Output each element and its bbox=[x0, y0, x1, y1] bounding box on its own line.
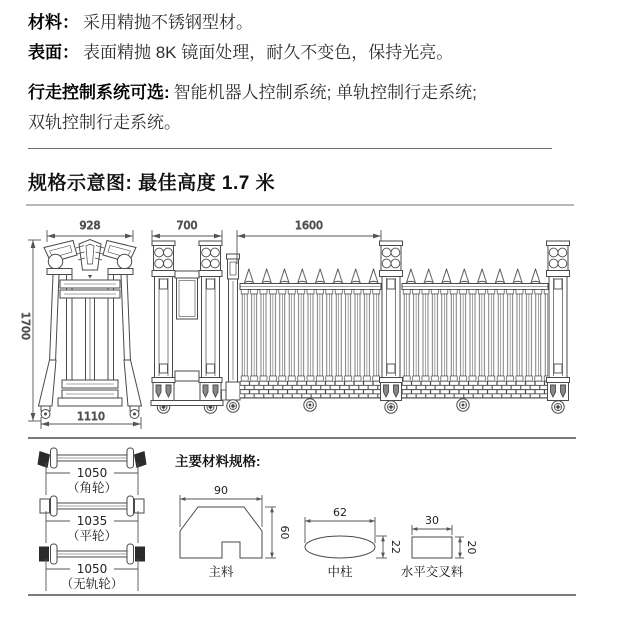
spec-line-surface bbox=[28, 38, 628, 68]
axle-size-label: 1050 bbox=[76, 562, 108, 576]
material-name-label: 主料 bbox=[208, 565, 234, 579]
material-name-label: 中柱 bbox=[327, 565, 353, 579]
fence-panel-left bbox=[240, 269, 381, 412]
intro-specs bbox=[28, 8, 628, 138]
material-width-label: 30 bbox=[425, 514, 439, 527]
section-title: 规格示意图: 最佳高度 1.7 米 bbox=[28, 173, 276, 194]
axle-corner-wheel bbox=[38, 448, 147, 495]
material-height-label: 22 bbox=[389, 540, 402, 554]
material-cross-bar bbox=[401, 514, 478, 579]
axle-size-label: 1050 bbox=[76, 466, 108, 480]
dim-machine-width: 700 bbox=[176, 219, 198, 232]
materials-title: 主要材料规格: bbox=[175, 454, 261, 469]
material-name-label: 水平交叉料 bbox=[400, 565, 464, 579]
material-main-profile bbox=[180, 484, 291, 579]
axle-name-label: （角轮） bbox=[66, 481, 118, 495]
fence-middle-post-1 bbox=[380, 241, 403, 413]
spec-text-surface: 表面精抛 8K 镜面处理，耐久不变色，保持光亮。 bbox=[83, 43, 454, 62]
material-height-label: 60 bbox=[278, 525, 291, 540]
gate-head-side-view bbox=[39, 240, 142, 419]
divider-bottom bbox=[28, 594, 576, 596]
material-height-label: 20 bbox=[465, 540, 478, 555]
spec-label-material: 材料： bbox=[28, 13, 79, 32]
spec-text-material: 采用精抛不锈钢型材。 bbox=[83, 13, 253, 32]
material-width-label: 90 bbox=[214, 484, 228, 497]
spec-text-control-systems: 智能机器人控制系统; 单轨控制行走系统; 双轨控制行走系统。 bbox=[28, 83, 477, 132]
material-center-post bbox=[305, 506, 402, 579]
dim-height: 1700 bbox=[19, 312, 32, 340]
spec-line-control-systems bbox=[28, 78, 490, 138]
parts-diagrams bbox=[0, 443, 640, 593]
axle-name-label: （平轮） bbox=[66, 529, 118, 543]
spec-label-control-systems: 行走控制系统可选: bbox=[28, 83, 170, 102]
axle-size-label: 1035 bbox=[76, 514, 108, 528]
fence-lead-post bbox=[226, 254, 240, 412]
fence-panel-right bbox=[402, 269, 548, 412]
spec-line-material bbox=[28, 8, 628, 38]
gate-diagram bbox=[0, 214, 640, 440]
divider-diagram bbox=[28, 437, 576, 439]
gate-machine-front-view bbox=[151, 241, 228, 413]
fence-end-post bbox=[547, 241, 570, 413]
dim-panel-width: 1600 bbox=[295, 219, 323, 232]
axle-flat-wheel bbox=[40, 496, 144, 543]
divider-title bbox=[26, 204, 574, 206]
axle-name-label: （无轨轮） bbox=[60, 577, 124, 591]
axle-trackless-wheel bbox=[39, 544, 145, 591]
divider-top bbox=[28, 148, 552, 149]
dim-base-width: 1110 bbox=[77, 410, 105, 423]
dim-head-width: 928 bbox=[79, 219, 101, 232]
spec-label-surface: 表面： bbox=[28, 43, 79, 62]
material-width-label: 62 bbox=[333, 506, 347, 519]
